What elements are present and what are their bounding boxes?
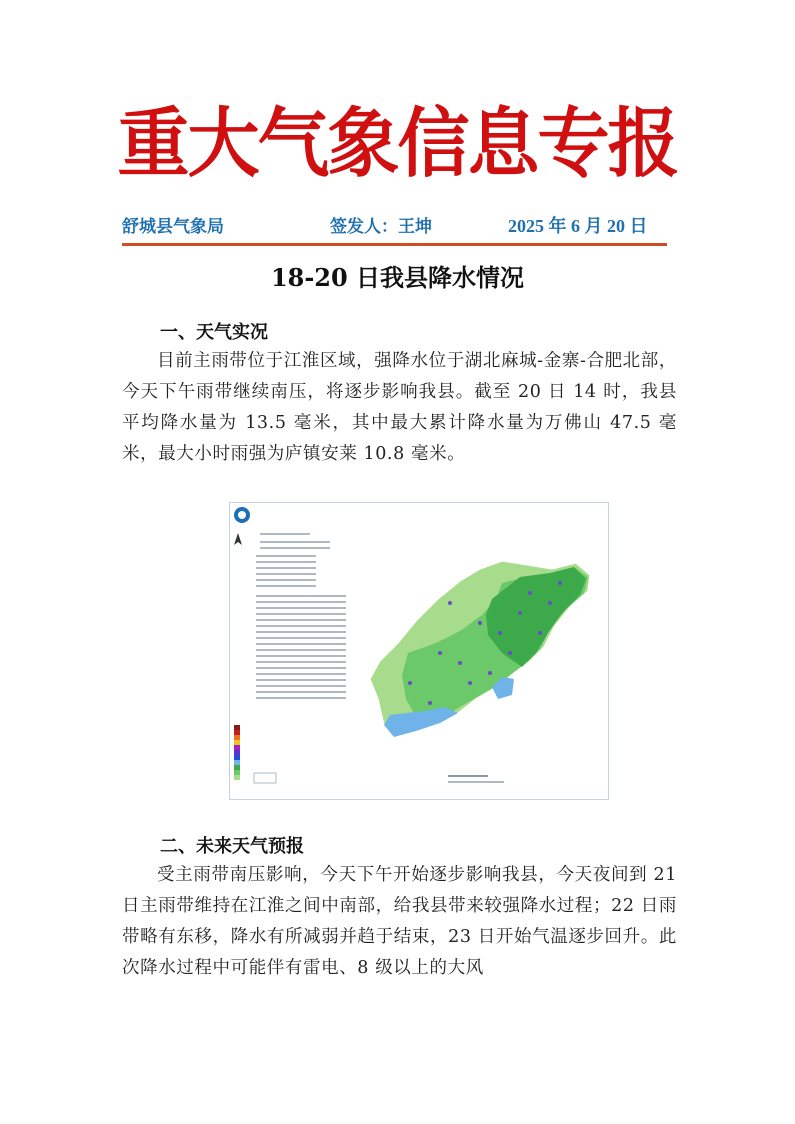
issue-date: 2025 年 6 月 20 日 (508, 216, 648, 236)
issuing-agency: 舒城县气象局 (122, 217, 224, 237)
north-arrow-icon (234, 533, 242, 545)
signer: 签发人：王坤 (330, 217, 432, 237)
credit-line (448, 781, 504, 783)
rainfall-legend (234, 725, 240, 780)
station-table-placeholder (252, 525, 352, 705)
masthead-title: 重大气象信息专报 (117, 97, 678, 188)
rainfall-map-image (229, 502, 609, 800)
section-body-forecast: 受主雨带南压影响，今天下午开始逐步影响我县，今天夜间到 21 日主雨带维持在江淮之间中南部，给我县带来较强降水过程；22 日雨带略有东移，降水有所减弱并趋于结束，23 日开始气温逐步回升。此次降水过程中可能伴有雷电、8 级以上的大风 (122, 865, 677, 978)
weather-logo-icon (234, 507, 250, 523)
section-heading-observations: 一、天气实况 (160, 322, 268, 343)
section-body-observations: 目前主雨带位于江淮区域，强降水位于湖北麻城-金寨-合肥北部，今天下午雨带继续南压，将逐步影响我县。截至 20 日 14 时，我县平均降水量为 13.5 毫米，其中最大累计降水量为万佛山 47.5 毫米，最大小时雨强为庐镇安莱 10.8 毫米。 (122, 351, 677, 464)
credit-line (448, 775, 488, 777)
header-divider (122, 243, 667, 246)
section-heading-forecast: 二、未来天气预报 (160, 836, 304, 857)
compass-label-box (254, 773, 276, 783)
document-title: 18-20 日我县降水情况 (270, 263, 525, 292)
